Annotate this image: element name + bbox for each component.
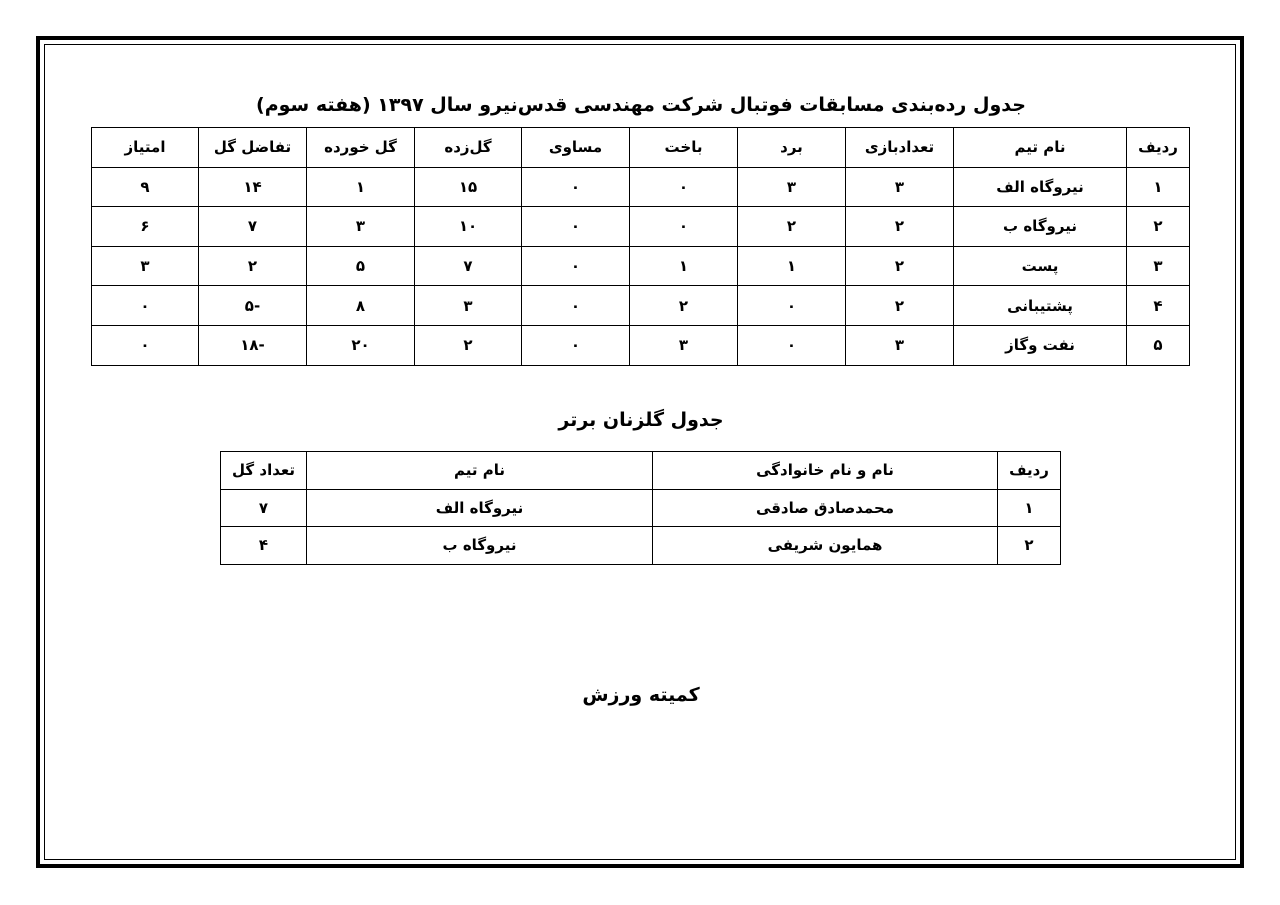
cell-goal-difference: ۱۴ [199, 167, 307, 207]
cell-team: نیروگاه الف [307, 489, 653, 527]
page-title: جدول رده‌بندی مسابقات فوتبال شرکت مهندسی قدس‌نیرو سال ۱۳۹۷ (هفته سوم) [256, 94, 1026, 116]
col-header-goal-count: تعداد گل [221, 452, 307, 490]
col-header-won: برد [738, 128, 846, 168]
cell-lost: ۲ [630, 286, 738, 326]
col-header-drawn: مساوی [522, 128, 630, 168]
cell-drawn: ۰ [522, 246, 630, 286]
standings-header-row [92, 128, 1190, 168]
cell-goals-against: ۳ [307, 207, 415, 247]
scorers-title: جدول گلزنان برتر [558, 409, 724, 431]
cell-goal-count: ۷ [221, 489, 307, 527]
cell-drawn: ۰ [522, 167, 630, 207]
cell-rank: ۵ [1127, 325, 1190, 365]
cell-rank: ۲ [998, 527, 1061, 565]
cell-played: ۲ [846, 246, 954, 286]
cell-points: ۳ [92, 246, 199, 286]
col-header-lost: باخت [630, 128, 738, 168]
cell-points: ۶ [92, 207, 199, 247]
cell-drawn: ۰ [522, 286, 630, 326]
cell-goals-for: ۱۰ [415, 207, 522, 247]
col-header-team: نام تیم [307, 452, 653, 490]
col-header-rank: ردیف [998, 452, 1061, 490]
cell-goals-for: ۳ [415, 286, 522, 326]
cell-played: ۳ [846, 325, 954, 365]
col-header-points: امتیاز [92, 128, 199, 168]
footer-signature: کمیته ورزش [582, 684, 700, 706]
table-row [221, 527, 1061, 565]
cell-goal-count: ۴ [221, 527, 307, 565]
col-header-goals-for: گل‌زده [415, 128, 522, 168]
top-scorers-table [220, 451, 1061, 565]
cell-goals-for: ۷ [415, 246, 522, 286]
table-row [92, 286, 1190, 326]
table-row [92, 207, 1190, 247]
cell-team: نیروگاه الف [954, 167, 1127, 207]
cell-team: پشتیبانی [954, 286, 1127, 326]
cell-played: ۲ [846, 286, 954, 326]
cell-goal-difference: ۷ [199, 207, 307, 247]
cell-drawn: ۰ [522, 325, 630, 365]
cell-won: ۰ [738, 286, 846, 326]
cell-won: ۲ [738, 207, 846, 247]
cell-team: نیروگاه ب [954, 207, 1127, 247]
cell-goals-against: ۵ [307, 246, 415, 286]
cell-played: ۳ [846, 167, 954, 207]
cell-full-name: همایون شریفی [653, 527, 998, 565]
cell-rank: ۲ [1127, 207, 1190, 247]
cell-goals-against: ۸ [307, 286, 415, 326]
cell-goals-for: ۲ [415, 325, 522, 365]
col-header-goal-difference: تفاضل گل [199, 128, 307, 168]
cell-won: ۰ [738, 325, 846, 365]
cell-goal-difference: -۵ [199, 286, 307, 326]
cell-played: ۲ [846, 207, 954, 247]
cell-rank: ۱ [998, 489, 1061, 527]
col-header-rank: ردیف [1127, 128, 1190, 168]
cell-goals-for: ۱۵ [415, 167, 522, 207]
table-row [92, 325, 1190, 365]
cell-goal-difference: ۲ [199, 246, 307, 286]
col-header-full-name: نام و نام خانوادگی [653, 452, 998, 490]
cell-lost: ۰ [630, 167, 738, 207]
cell-team: نیروگاه ب [307, 527, 653, 565]
cell-rank: ۱ [1127, 167, 1190, 207]
cell-team: پست [954, 246, 1127, 286]
cell-points: ۹ [92, 167, 199, 207]
cell-full-name: محمدصادق صادقی [653, 489, 998, 527]
col-header-played: تعدادبازی [846, 128, 954, 168]
cell-points: ۰ [92, 286, 199, 326]
table-row [221, 489, 1061, 527]
col-header-goals-against: گل خورده [307, 128, 415, 168]
cell-rank: ۴ [1127, 286, 1190, 326]
cell-won: ۳ [738, 167, 846, 207]
table-row [92, 246, 1190, 286]
cell-rank: ۳ [1127, 246, 1190, 286]
cell-lost: ۳ [630, 325, 738, 365]
cell-team: نفت وگاز [954, 325, 1127, 365]
cell-lost: ۰ [630, 207, 738, 247]
scorers-header-row [221, 452, 1061, 490]
cell-goals-against: ۱ [307, 167, 415, 207]
table-row [92, 167, 1190, 207]
standings-table [91, 127, 1190, 366]
cell-goal-difference: -۱۸ [199, 325, 307, 365]
cell-points: ۰ [92, 325, 199, 365]
cell-lost: ۱ [630, 246, 738, 286]
cell-drawn: ۰ [522, 207, 630, 247]
cell-goals-against: ۲۰ [307, 325, 415, 365]
cell-won: ۱ [738, 246, 846, 286]
col-header-team: نام تیم [954, 128, 1127, 168]
